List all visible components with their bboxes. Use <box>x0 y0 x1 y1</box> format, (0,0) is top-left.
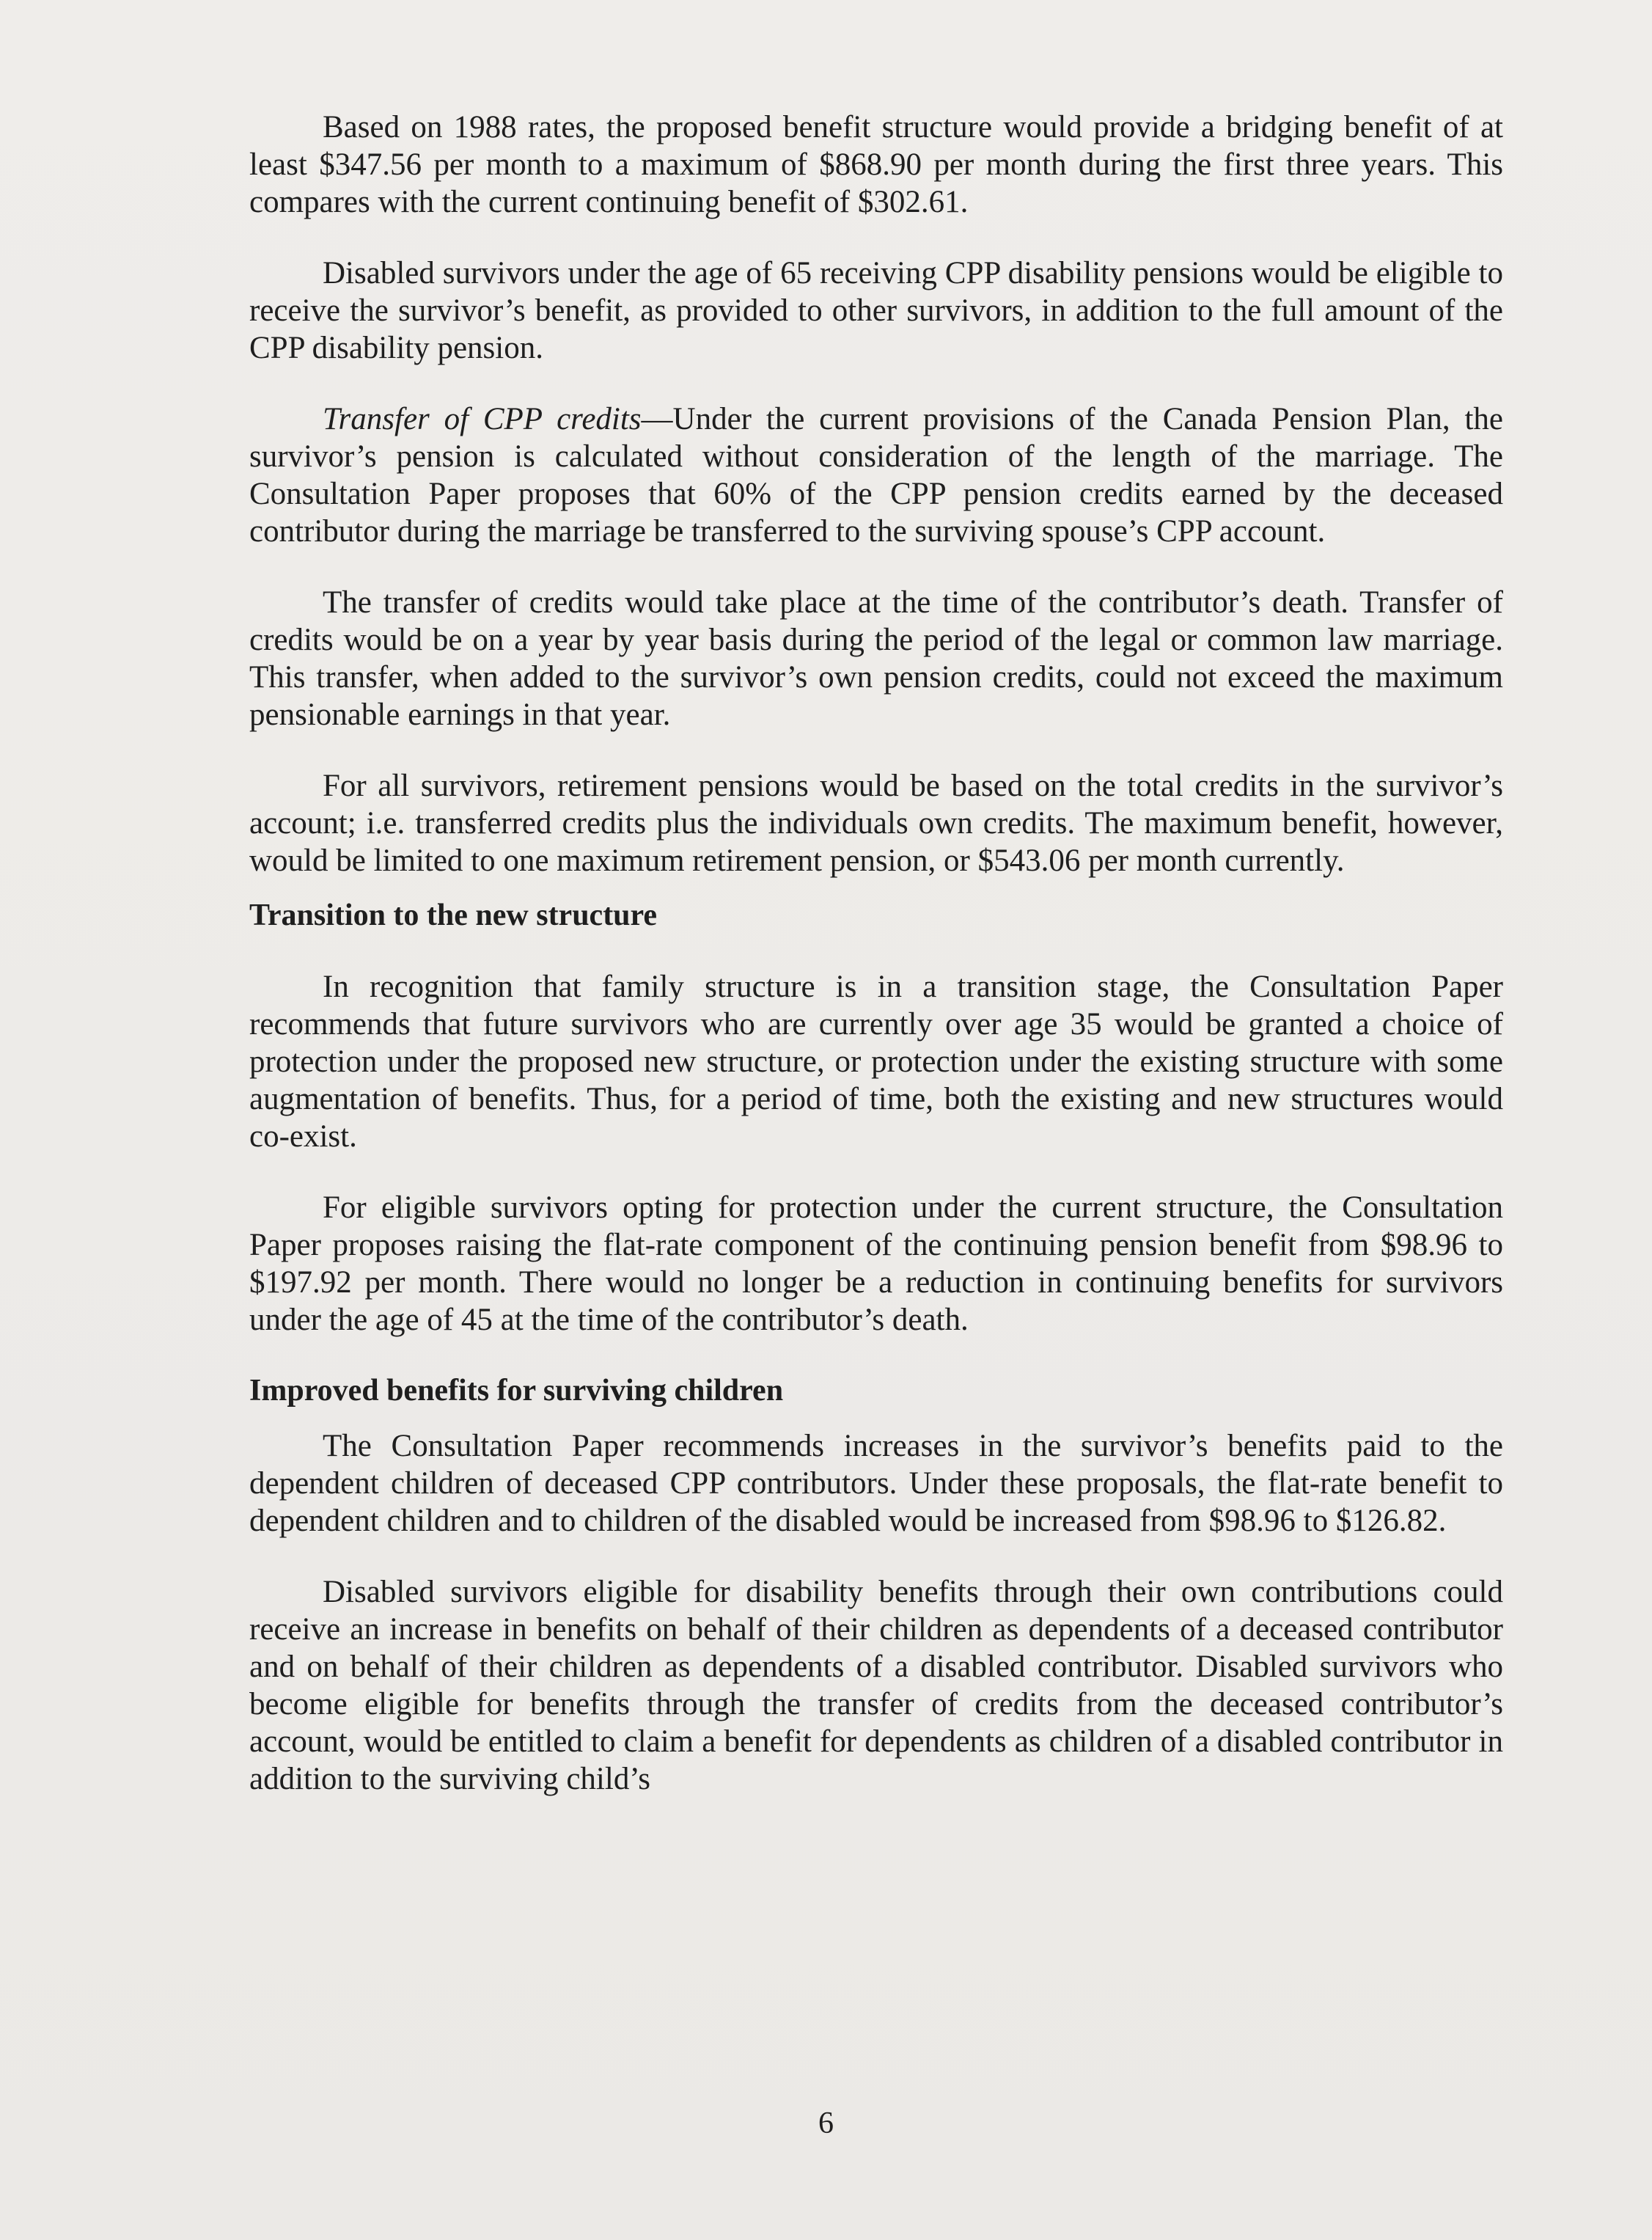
paragraph-transfer-timing: The transfer of credits would take place at the time of the contributor’s death. Transfer of credits would be on a year by year basis during the period of the legal or common law marriage. This transfer, when added to the survivor’s own pension credits, could not exceed the maximum pensionable earnings in that year. <box>249 585 1503 732</box>
page-number: 6 <box>818 2107 834 2140</box>
paragraph-current-structure-option: For eligible survivors opting for protection under the current structure, the Consultation Paper proposes raising the flat-rate component of the continuing pension benefit from $98.96 to $197.92 per month. There would no longer be a reduction in continuing benefits for survivors under the age of 45 at the time of the contributor’s death. <box>249 1190 1503 1337</box>
heading-surviving-children: Improved benefits for surviving children <box>249 1374 784 1408</box>
paragraph-disabled-survivors: Disabled survivors under the age of 65 receiving CPP disability pensions would be eligible to receive the survivor’s benefit, as provided to other survivors, in addition to the full amount of the CPP disability pension. <box>249 256 1503 365</box>
heading-transition: Transition to the new structure <box>249 898 658 932</box>
document-body <box>249 109 1503 1831</box>
paragraph-retirement-pensions: For all survivors, retirement pensions would be based on the total credits in the survivor’s account; i.e. transferred credits plus the individuals own credits. The maximum benefit, however, would be limited to one maximum retirement pension, or $543.06 per month currently. <box>249 769 1503 878</box>
transfer-of-credits-text: —Under the current provisions of the Canada Pension Plan, the survivor’s pension is calculated without consideration of the length of the marriage. The Consultation Paper proposes that 60% of the CPP pension credits earned by the deceased contributor during the marriage be transferred to the surviving spouse’s CPP account. <box>249 402 1503 549</box>
paragraph-children-benefits: The Consultation Paper recommends increases in the survivor’s benefits paid to the dependent children of deceased CPP contributors. Under these proposals, the flat-rate benefit to dependent children and to children of the disabled would be increased from $98.96 to $126.82. <box>249 1429 1503 1538</box>
paragraph-transfer-of-credits <box>249 400 1503 550</box>
paragraph-disabled-survivors-children: Disabled survivors eligible for disability benefits through their own contributions could receive an increase in benefits on behalf of their children as dependents of a deceased contributor and on behalf of their children as dependents of a disabled contributor. Disabled survivors who become eligible for benefits through the transfer of credits from the deceased contributor’s account, would be entitled to claim a benefit for dependents as children of a disabled contributor in addition to the surviving child’s <box>249 1575 1503 1796</box>
paragraph-family-structure: In recognition that family structure is in a transition stage, the Consultation Paper recommends that future survivors who are currently over age 35 would be granted a choice of protection under the proposed new structure, or protection under the existing structure with some augmentation of benefits. Thus, for a period of time, both the existing and new structures would co-exist. <box>249 970 1503 1154</box>
transfer-of-credits-lead: Transfer of CPP credits <box>323 402 642 436</box>
paragraph-bridging-benefit: Based on 1988 rates, the proposed benefit structure would provide a bridging benefit of at least $347.56 per month to a maximum of $868.90 per month during the first three years. This compares with the current continuing benefit of $302.61. <box>249 110 1503 219</box>
